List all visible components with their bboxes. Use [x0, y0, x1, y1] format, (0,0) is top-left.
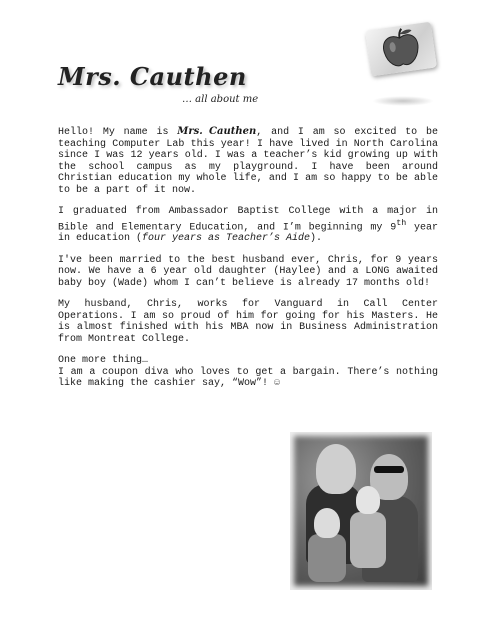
paragraph-intro: [58, 126, 438, 196]
apple-icon: [365, 22, 437, 77]
text-span: I am a coupon diva who loves to get a bargain. There’s nothing like making the cashier say, “Wow”! ☺: [58, 366, 438, 390]
paragraph-husband: My husband, Chris, works for Vanguard in Call Center Operations. I am so proud of him for going for his Masters. He is almost finished with his MBA now in Business Administration from Montreat College.: [58, 299, 438, 345]
ordinal-suffix: th: [396, 217, 407, 228]
photo-figure: [308, 534, 346, 582]
body-text: [58, 126, 438, 400]
photo-figure: [356, 486, 380, 514]
page-title: Mrs. Cauthen: [58, 62, 247, 91]
text-span: year in education (: [58, 221, 438, 245]
photo-figure: [316, 444, 356, 494]
text-span: Hello! My name is: [58, 127, 178, 138]
italic-text: four years as Teacher’s Aide: [142, 233, 311, 245]
paragraph-education: [58, 206, 438, 245]
text-span: I graduated from Ambassador Baptist College with a major in Bible and Elementary Education, and I’m beginning my 9: [58, 206, 438, 233]
text-span: One more thing…: [58, 355, 149, 367]
text-span: , and I am so excited to be teaching Computer Lab this year! I have lived in North Carolina since I was 12 years old. I was a teacher’s kid growing up with the school campus as my playground. I have been around Christian education my whole life, and I am so happy to be able to be a part of it now.: [58, 127, 438, 196]
inline-name: Mrs. Cauthen: [177, 126, 257, 137]
photo-figure: [350, 512, 386, 568]
paragraph-more: [58, 355, 438, 390]
photo-figure: [314, 508, 340, 538]
text-span: ).: [310, 233, 323, 245]
photo-figure: [374, 466, 404, 473]
decorative-shadow: [372, 96, 434, 106]
family-photo: [290, 432, 432, 590]
page-subtitle: … all about me: [182, 94, 259, 105]
paragraph-family: I've been married to the best husband ever, Chris, for 9 years now. We have a 6 year old daughter (Haylee) and a LONG awaited baby boy (Wade) whom I can’t believe is already 17 months old!: [58, 254, 438, 289]
